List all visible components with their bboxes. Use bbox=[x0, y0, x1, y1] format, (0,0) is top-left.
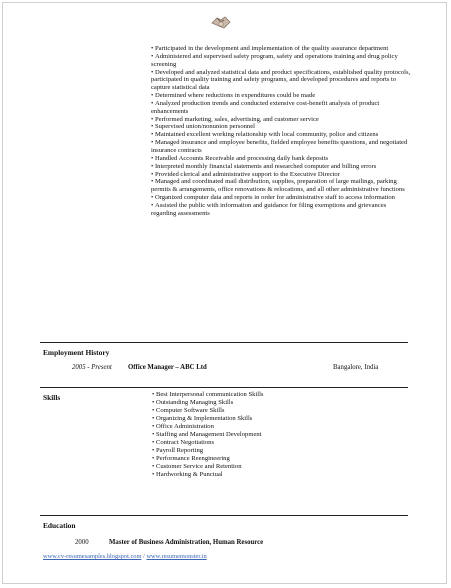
education-degree: Master of Business Administration, Human Resource bbox=[109, 539, 264, 546]
list-item: • Office Administration bbox=[152, 423, 352, 431]
employment-heading: Employment History bbox=[43, 348, 110, 357]
list-item: • Maintained excellent working relationship with local community, police and citizens bbox=[151, 131, 413, 139]
job-dates: 2005 - Present bbox=[72, 364, 112, 371]
education-heading: Education bbox=[43, 521, 76, 530]
section-divider bbox=[40, 387, 408, 388]
footer-link-cv-samples[interactable]: www.cv-resumesamples.blogspot.com bbox=[43, 553, 142, 560]
list-item: • Handled Accounts Receivable and processing daily bank deposits bbox=[151, 155, 413, 163]
list-item: • Staffing and Management Development bbox=[152, 431, 352, 439]
skills-list bbox=[152, 391, 352, 478]
list-item: • Developed and analyzed statistical data and product specifications, established quality protocols, participated in quality training and safety programs, and developed procedures and reports to capture statistical data bbox=[151, 69, 413, 93]
footer-links bbox=[43, 553, 207, 560]
list-item: • Interpreted monthly financial statements and researched computer and billing errors bbox=[151, 163, 413, 171]
list-item: • Best Interpersonal communication Skills bbox=[152, 391, 352, 399]
list-item: • Administered and supervised safety program, safety and operations training and drug policy screening bbox=[151, 53, 413, 69]
list-item: • Analyzed production trends and conducted extensive cost-benefit analysis of product enhancements bbox=[151, 100, 413, 116]
list-item: • Supervised union/nonunion personnel bbox=[151, 123, 413, 131]
list-item: • Performed marketing, sales, advertising, and customer service bbox=[151, 116, 413, 124]
list-item: • Computer Software Skills bbox=[152, 407, 352, 415]
list-item: • Outstanding Managing Skills bbox=[152, 399, 352, 407]
list-item: • Determined where reductions in expenditures could be made bbox=[151, 92, 413, 100]
job-location: Bangalore, India bbox=[333, 364, 379, 371]
list-item: • Assisted the public with information and guidance for filing exemptions and grievances regarding assessments bbox=[151, 202, 413, 218]
list-item: • Hardworking & Punctual bbox=[152, 471, 352, 479]
list-item: • Participated in the development and implementation of the quality assurance department bbox=[151, 45, 413, 53]
section-divider bbox=[40, 515, 408, 516]
footer-link-resume-monster[interactable]: www.resumemonster.in bbox=[146, 553, 207, 560]
list-item: • Payroll Reporting bbox=[152, 447, 352, 455]
handshake-icon bbox=[210, 11, 232, 33]
skills-heading: Skills bbox=[43, 393, 61, 402]
list-item: • Customer Service and Retention bbox=[152, 463, 352, 471]
education-year: 2000 bbox=[75, 539, 89, 546]
job-title: Office Manager – ABC Ltd bbox=[128, 364, 207, 371]
list-item: • Organizing & Implementation Skills bbox=[152, 415, 352, 423]
list-item: • Organized computer data and reports in order for administrative staff to access information bbox=[151, 194, 413, 202]
footer-separator: / bbox=[141, 553, 147, 560]
list-item: • Managed and coordinated mail distribution, supplies, preparation of large mailings, parking permits & arrangements, office renovations & relocations, and all other administrative functions bbox=[151, 178, 413, 194]
responsibility-list bbox=[151, 45, 413, 218]
list-item: • Performance Reengineering bbox=[152, 455, 352, 463]
section-divider bbox=[40, 342, 408, 343]
list-item: • Provided clerical and administrative support to the Executive Director bbox=[151, 171, 413, 179]
list-item: • Contract Negotiations bbox=[152, 439, 352, 447]
list-item: • Managed insurance and employee benefits, fielded employee benefits questions, and negotiated insurance contracts bbox=[151, 139, 413, 155]
